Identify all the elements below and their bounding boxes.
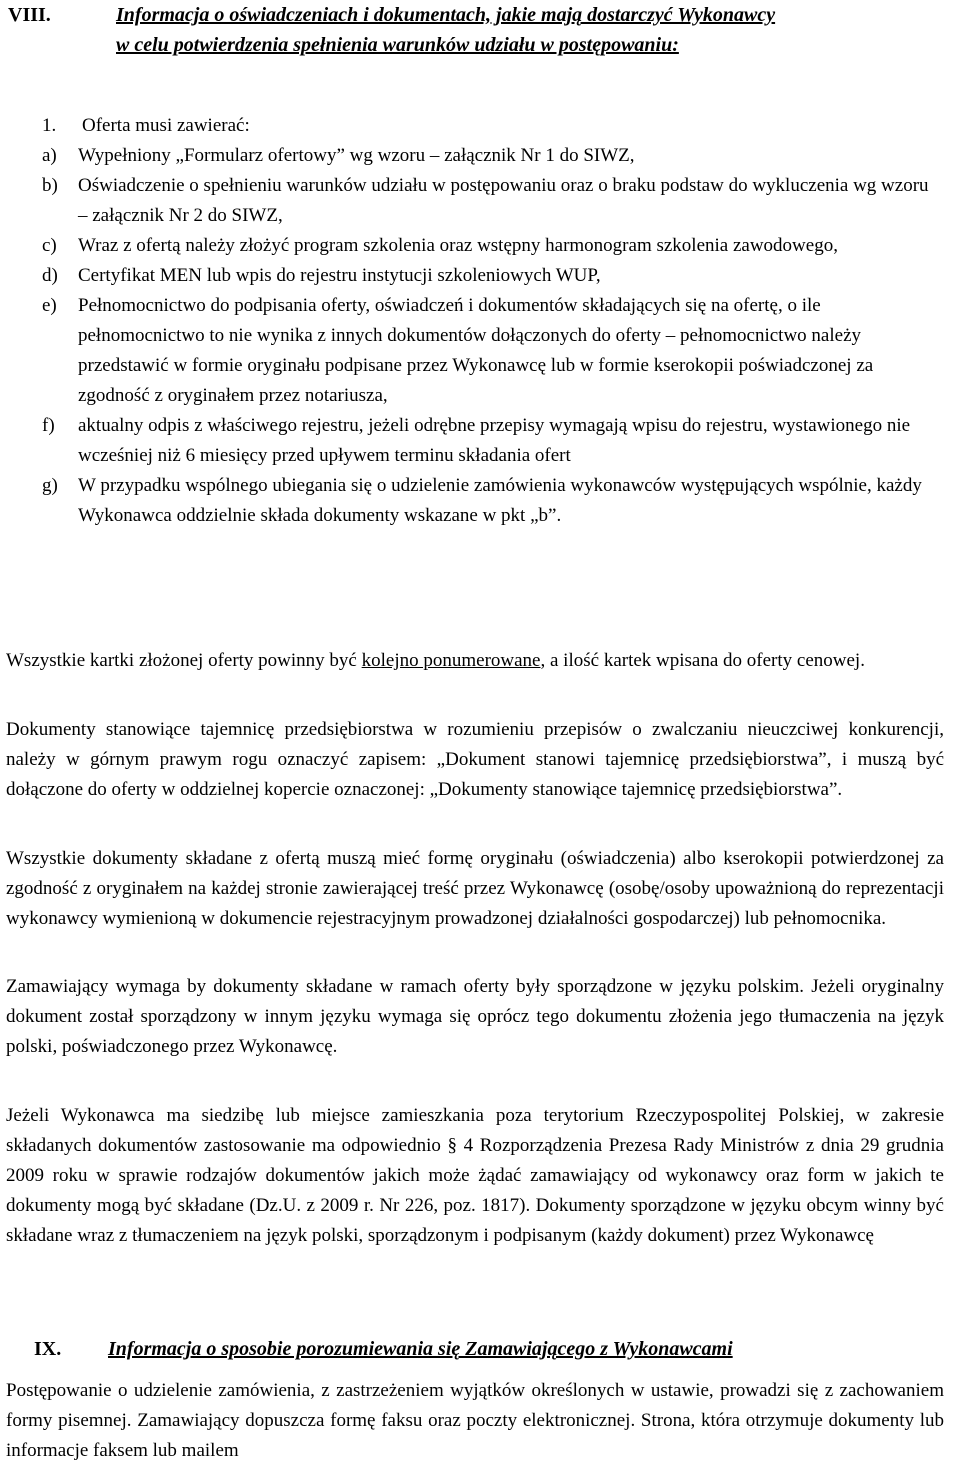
section-8-heading (8, 0, 932, 60)
section-8-number: VIII. (8, 4, 51, 26)
list-item-label: a) (42, 145, 57, 166)
list-item-label: d) (42, 265, 58, 286)
list-item-text: Oświadczenie o spełnieniu warunków udziału w postępowaniu oraz o braku podstaw do wykluczenia wg wzoru – załącznik Nr 2 do SIWZ, (78, 175, 929, 226)
list-item-label: b) (42, 175, 58, 196)
section-9-title: Informacja o sposobie porozumiewania się Zamawiającego z Wykonawcami (108, 1338, 733, 1360)
list-item (42, 231, 934, 261)
list-item-label: c) (42, 235, 57, 256)
list-item (42, 411, 934, 471)
list-item-text: W przypadku wspólnego ubiegania się o udzielenie zamówienia wykonawców występujących wspólnie, każdy Wykonawca oddzielnie składa dokumenty wskazane w pkt „b”. (78, 475, 922, 526)
list-intro-text: Oferta musi zawierać: (82, 115, 250, 136)
paragraph-numbering-underlined: kolejno ponumerowane (361, 650, 541, 671)
list-item-text: Certyfikat MEN lub wpis do rejestru instytucji szkoleniowych WUP, (78, 265, 601, 286)
list-item (42, 141, 934, 171)
paragraph-language: Zamawiający wymaga by dokumenty składane w ramach oferty były sporządzone w języku polskim. Jeżeli oryginalny dokument został sporządzony w innym języku wymaga się oprócz tego dokumentu złożenia jego tłumaczenia na język polski, poświadczonego przez Wykonawcę. (6, 976, 944, 1057)
section-8-title-line2: w celu potwierdzenia spełnienia warunków udziału w postępowaniu: (116, 34, 679, 56)
list-number: 1. (42, 115, 57, 136)
paragraph-trade-secret: Dokumenty stanowiące tajemnicę przedsiębiorstwa w rozumieniu przepisów o zwalczaniu nieuczciwej konkurencji, należy w górnym prawym rogu oznaczyć zapisem: „Dokument stanowi tajemnicę przedsiębiorstwa”, i muszą być dołączone do oferty w oddzielnej kopercie oznaczonej: „Dokumenty stanowiące tajemnicę przedsiębiorstwa”. (6, 719, 944, 800)
paragraph-numbering-end: , a ilość kartek wpisana do oferty cenowej. (540, 650, 865, 671)
list-item (42, 261, 934, 291)
list-item-text: Wraz z ofertą należy złożyć program szkolenia oraz wstępny harmonogram szkolenia zawodowego, (78, 235, 838, 256)
paragraph-numbering-start: Wszystkie kartki złożonej oferty powinny być (6, 650, 362, 671)
paragraph-foreign-contractor: Jeżeli Wykonawca ma siedzibę lub miejsce zamieszkania poza terytorium Rzeczypospolitej Polskiej, w zakresie składanych dokumentów zastosowanie ma odpowiednio § 4 Rozporządzenia Prezesa Rady Ministrów z dnia 29 grudnia 2009 roku w sprawie rodzajów dokumentów jakich może żądać zamawiający od wykonawcy oraz form w jakich te dokumenty mogą być składane (Dz.U. z 2009 r. Nr 226, poz. 1817). Dokumenty sporządzone w języku obcym winny być składane wraz z tłumaczeniem na język polski, sporządzonym i podpisanym (każdy dokument) przez Wykonawcę (6, 1105, 944, 1246)
requirements-list (42, 141, 934, 531)
list-item-label: f) (42, 415, 55, 436)
list-item-label: e) (42, 295, 57, 316)
section-9-number: IX. (34, 1338, 62, 1360)
list-item-text: Wypełniony „Formularz ofertowy” wg wzoru – załącznik Nr 1 do SIWZ, (78, 145, 635, 166)
paragraph-document-form: Wszystkie dokumenty składane z ofertą muszą mieć formę oryginału (oświadczenia) albo kserokopii potwierdzonej za zgodność z oryginałem na każdej stronie zawierającej treść przez Wykonawcę (osobę/osoby upoważnioną do reprezentacji wykonawcy wymienioną w dokumencie rejestracyjnym prowadzonej działalności gospodarczej) lub pełnomocnika. (6, 848, 944, 929)
paragraph-numbering (6, 646, 944, 676)
list-item (42, 291, 934, 411)
list-item (42, 171, 934, 231)
section-9-heading (34, 1334, 940, 1364)
list-item-text: Pełnomocnictwo do podpisania oferty, oświadczeń i dokumentów składających się na ofertę, o ile pełnomocnictwo to nie wynika z innych dokumentów dołączonych do oferty – pełnomocnictwo należy przedstawić w formie oryginału podpisane przez Wykonawcę lub w formie kserokopii poświadczonej za zgodność z oryginałem przez notariusza, (78, 295, 874, 406)
list-item (42, 471, 934, 531)
list-item-text: aktualny odpis z właściwego rejestru, jeżeli odrębne przepisy wymagają wpisu do rejestru, wystawionego nie wcześniej niż 6 miesięcy przed upływem terminu składania ofert (78, 415, 911, 466)
paragraph-communication: Postępowanie o udzielenie zamówienia, z zastrzeżeniem wyjątków określonych w ustawie, prowadzi się z zachowaniem formy pisemnej. Zamawiający dopuszcza formę faksu oraz poczty elektronicznej. Strona, która otrzymuje dokumenty lub informacje faksem lub mailem (6, 1380, 944, 1461)
list-item-label: g) (42, 475, 58, 496)
section-8-title-line1: Informacja o oświadczeniach i dokumentach, jakie mają dostarczyć Wykonawcy (116, 4, 776, 26)
